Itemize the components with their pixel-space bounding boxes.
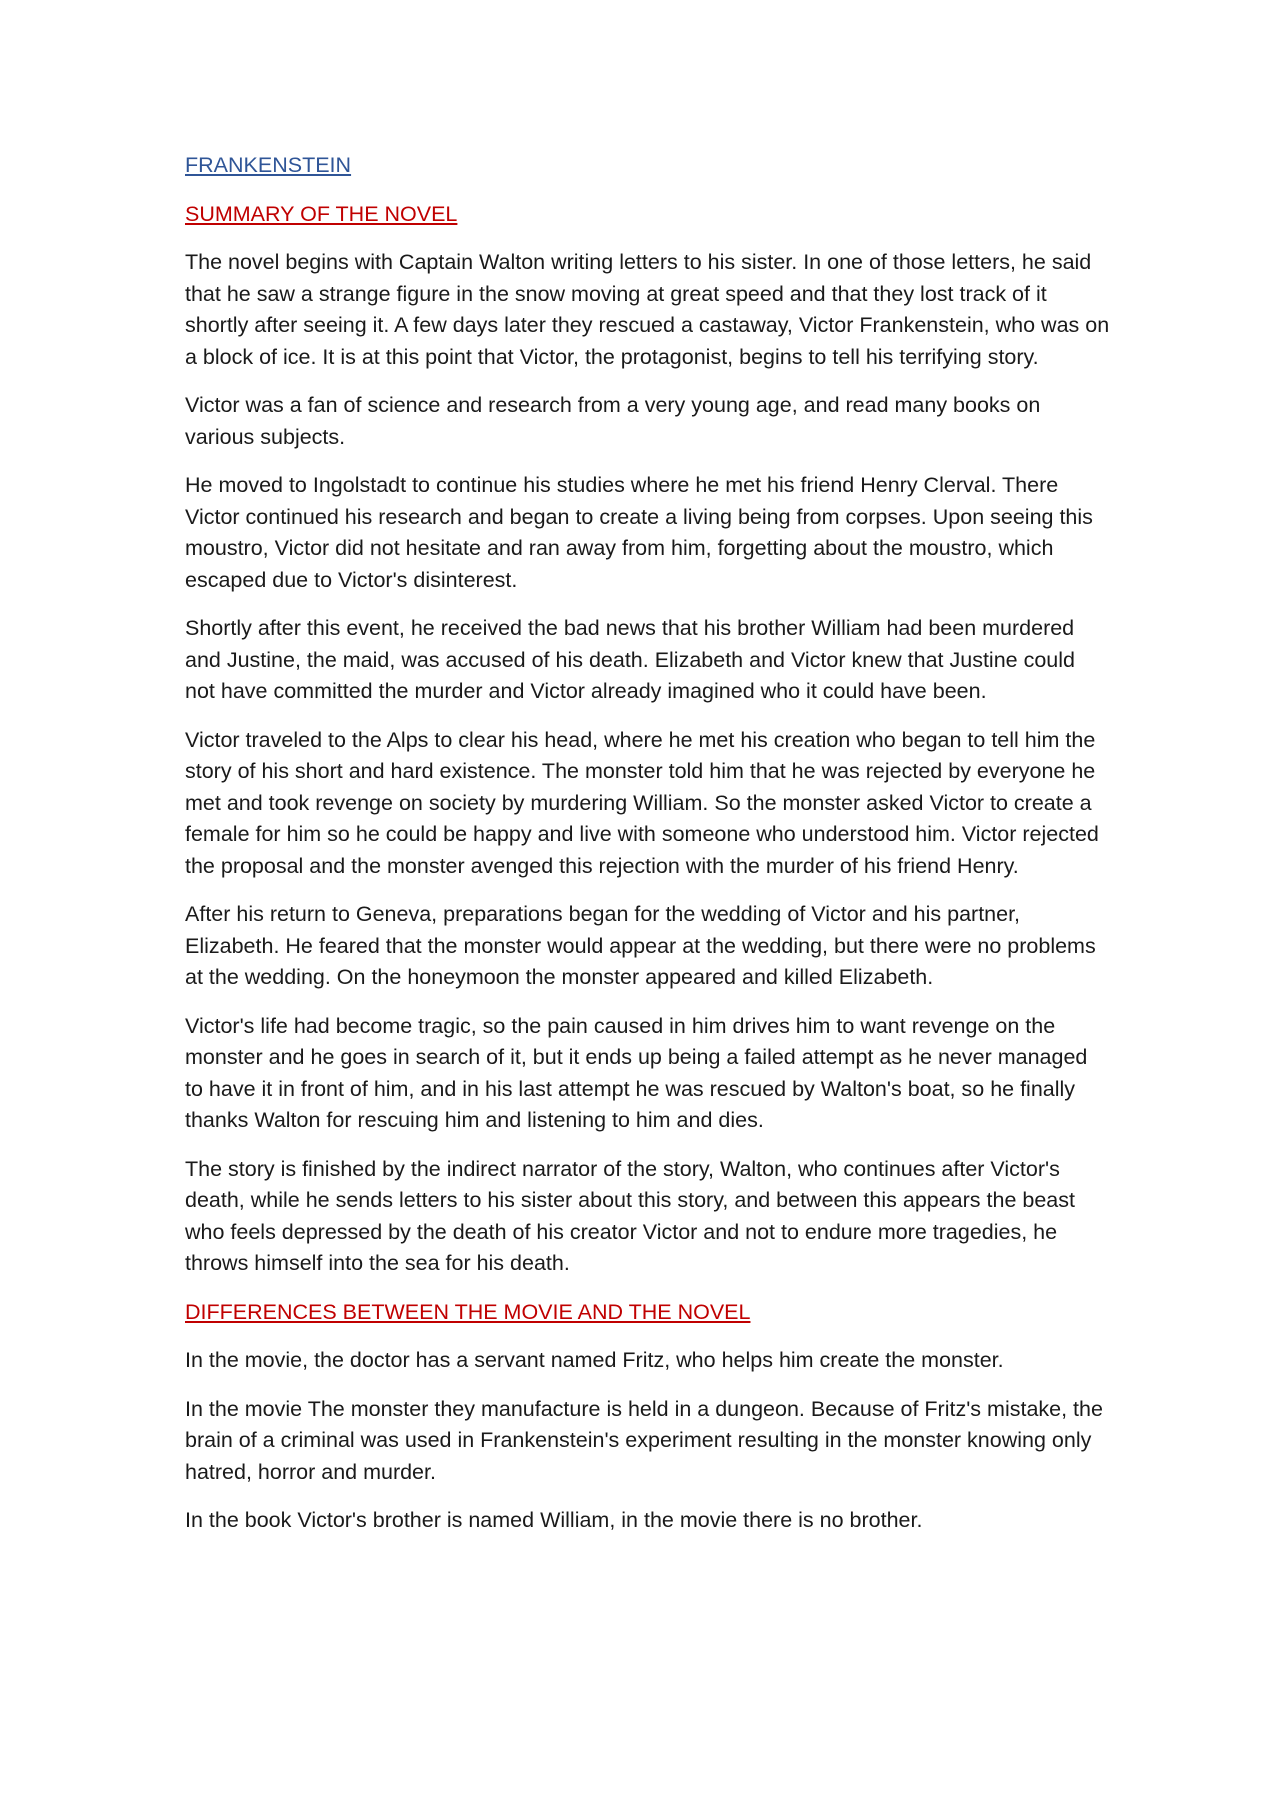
summary-paragraph: He moved to Ingolstadt to continue his studies where he met his friend Henry Clerval. There Victor continued his research and began to create a living being from corpses. Upon seeing this moustro, Victor did not hesitate and ran away from him, forgetting about the moustro, which escaped due to Victor's disinterest.	[185, 473, 1093, 592]
document-title: FRANKENSTEIN	[185, 153, 352, 177]
differences-paragraph: In the book Victor's brother is named William, in the movie there is no brother.	[185, 1508, 923, 1532]
summary-paragraph: Victor traveled to the Alps to clear his head, where he met his creation who began to tell him the story of his short and hard existence. The monster told him that he was rejected by everyone he met and took revenge on society by murdering William. So the monster asked Victor to create a female for him so he could be happy and live with someone who understood him. Victor rejected the proposal and the monster avenged this rejection with the murder of his friend Henry.	[185, 727, 1099, 878]
summary-paragraph: The story is finished by the indirect narrator of the story, Walton, who continues after Victor's death, while he sends letters to his sister about this story, and between this appears the beast who feels depressed by the death of his creator Victor and not to endure more tragedies, he throws himself into the sea for his death.	[185, 1156, 1075, 1275]
summary-paragraph: Shortly after this event, he received the bad news that his brother William had been murdered and Justine, the maid, was accused of his death. Elizabeth and Victor knew that Justine could not have committed the murder and Victor already imagined who it could have been.	[185, 616, 1075, 703]
differences-paragraph: In the movie The monster they manufacture is held in a dungeon. Because of Fritz's mistake, the brain of a criminal was used in Frankenstein's experiment resulting in the monster knowing only hatred, horror and murder.	[185, 1396, 1103, 1484]
document-page	[185, 150, 1110, 1554]
summary-paragraph: The novel begins with Captain Walton writing letters to his sister. In one of those letters, he said that he saw a strange figure in the snow moving at great speed and that they lost track of it shortly after seeing it. A few days later they rescued a castaway, Victor Frankenstein, who was on a block of ice. It is at this point that Victor, the protagonist, begins to tell his terrifying story.	[185, 250, 1110, 369]
differences-paragraph: In the movie, the doctor has a servant named Fritz, who helps him create the monster.	[185, 1348, 1004, 1372]
summary-paragraph: Victor was a fan of science and research from a very young age, and read many books on various subjects.	[185, 393, 1041, 449]
summary-paragraph: After his return to Geneva, preparations began for the wedding of Victor and his partner, Elizabeth. He feared that the monster would appear at the wedding, but there were no problems at the wedding. On the honeymoon the monster appeared and killed Elizabeth.	[185, 902, 1096, 989]
section-heading-summary: SUMMARY OF THE NOVEL	[185, 201, 458, 226]
summary-paragraph: Victor's life had become tragic, so the pain caused in him drives him to want revenge on the monster and he goes in search of it, but it ends up being a failed attempt as he never managed to have it in front of him, and in his last attempt he was rescued by Walton's boat, so he finally thanks Walton for rescuing him and listening to him and dies.	[185, 1013, 1088, 1132]
section-heading-differences: DIFFERENCES BETWEEN THE MOVIE AND THE NOVEL	[185, 1299, 751, 1324]
